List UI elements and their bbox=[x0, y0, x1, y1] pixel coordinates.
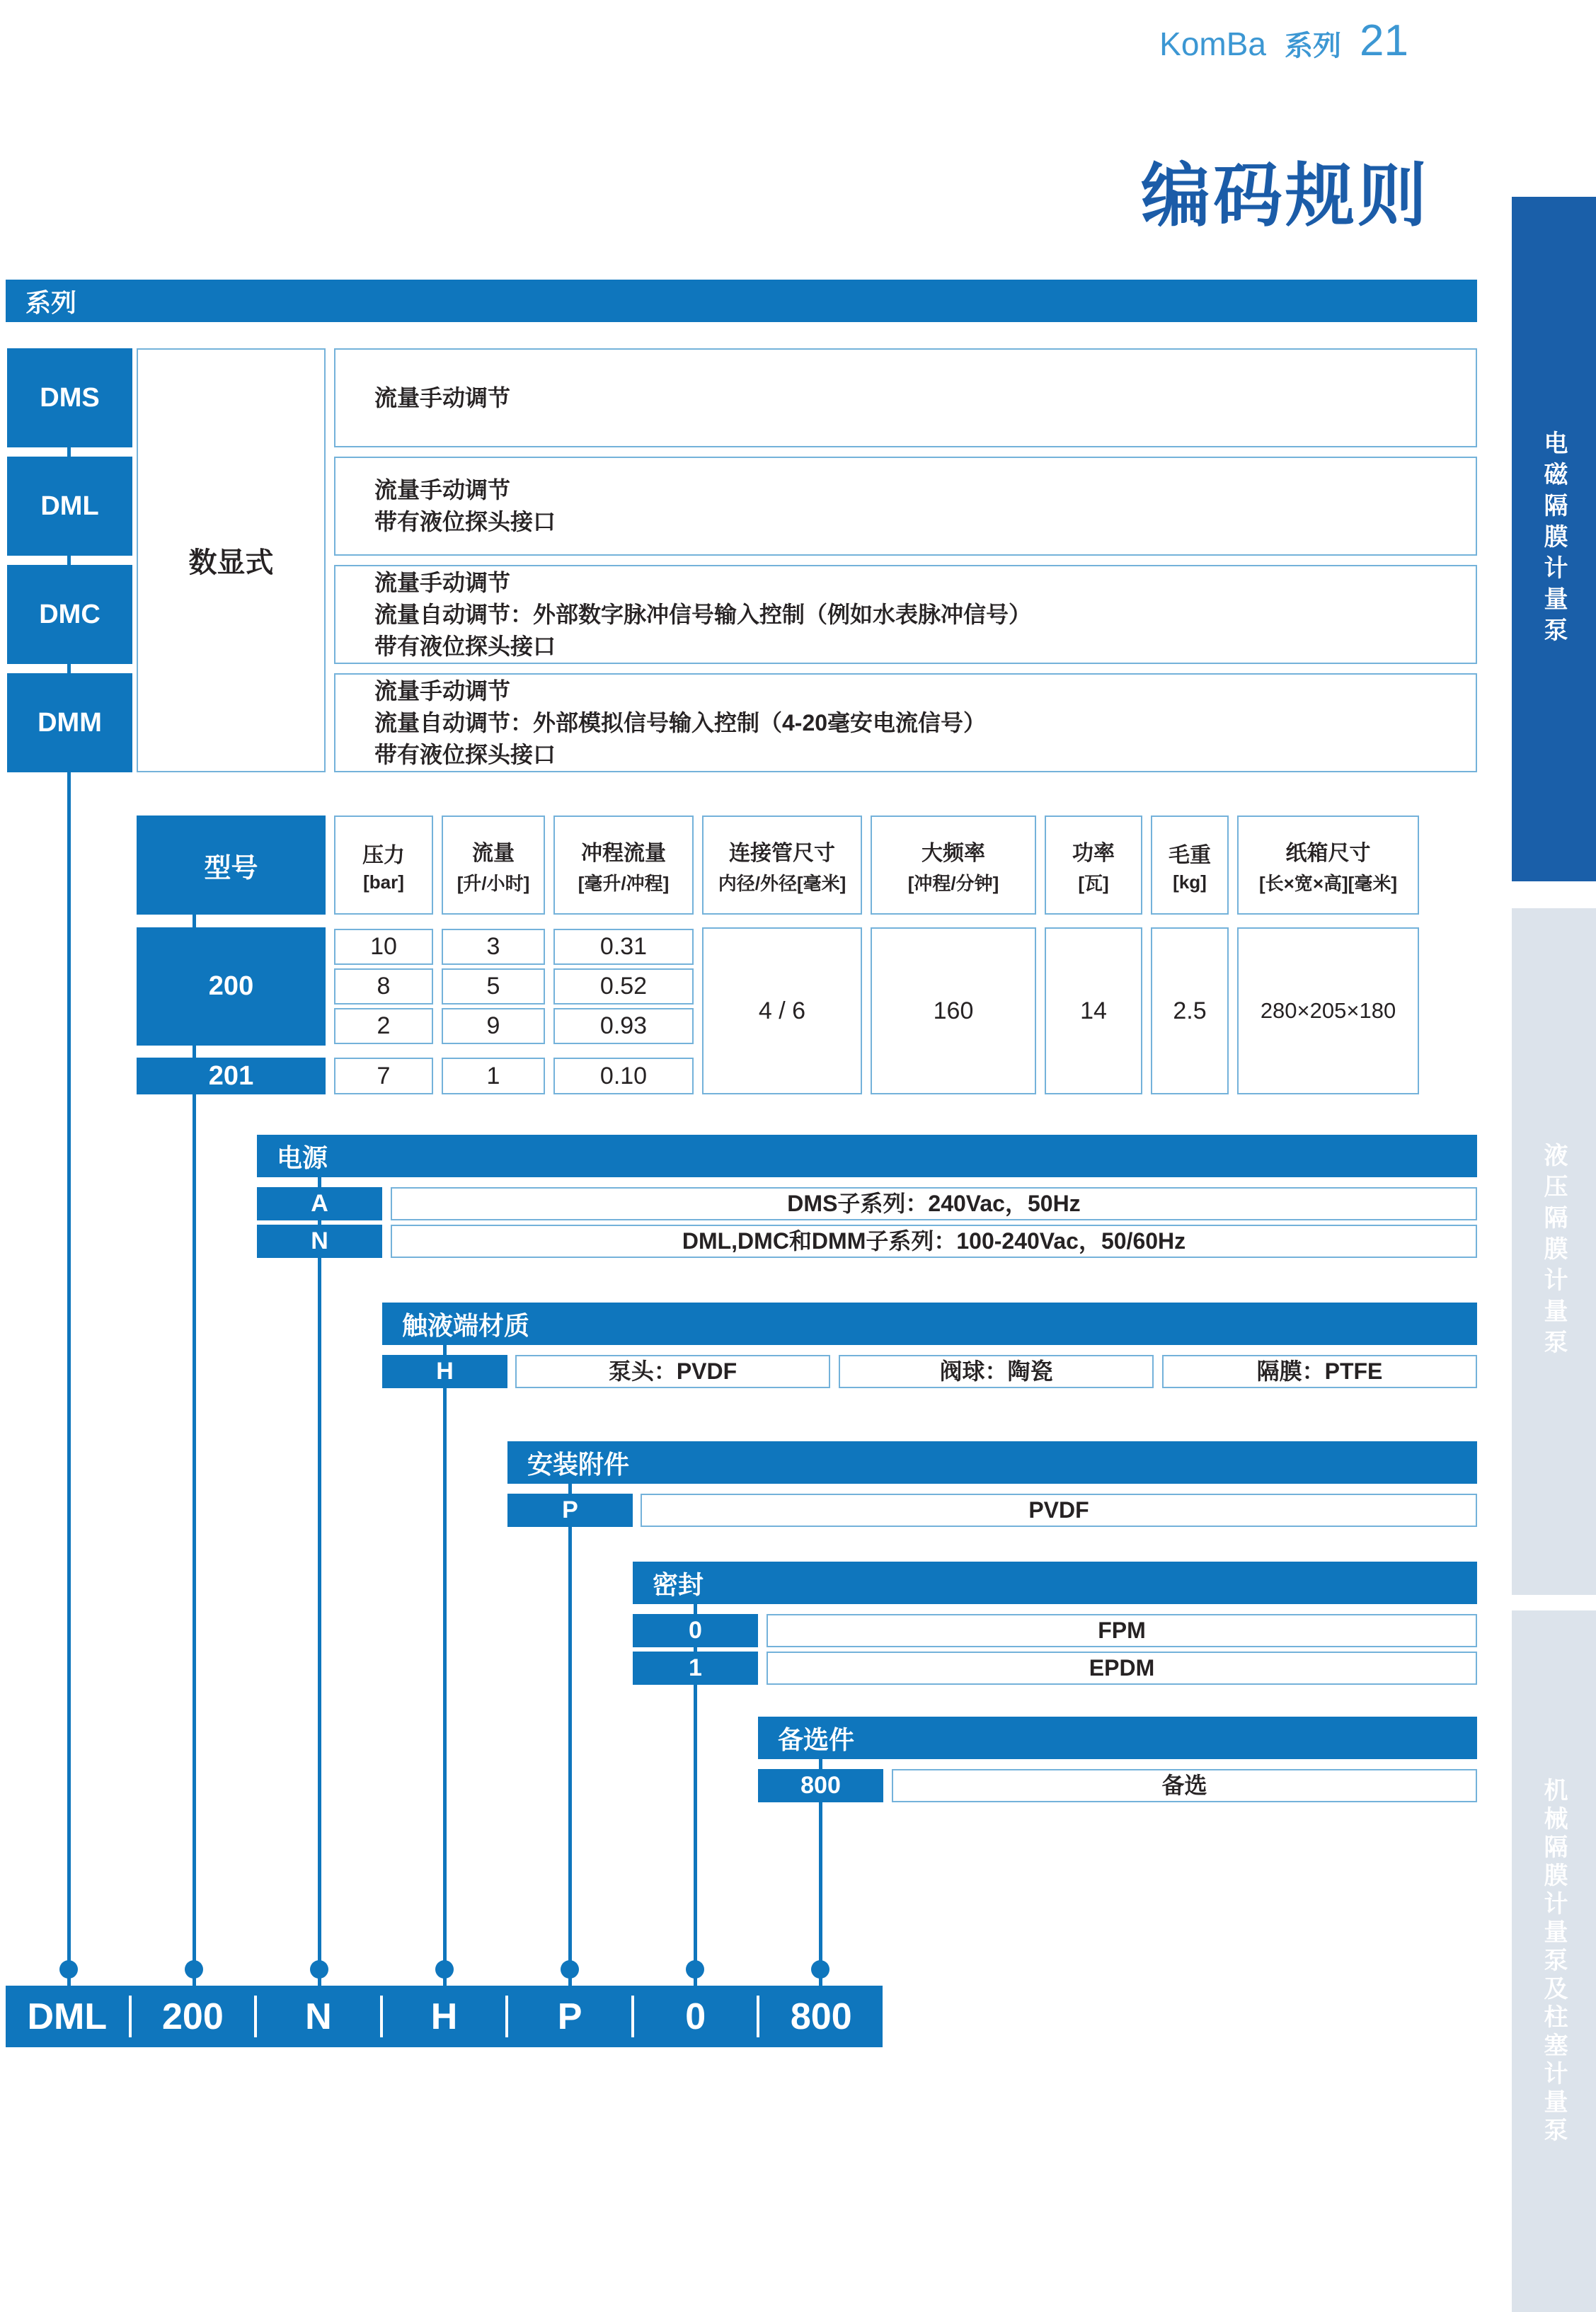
cell-200-r3-flow: 9 bbox=[442, 1008, 545, 1044]
code-segment-material: H bbox=[430, 1996, 458, 2037]
power-code-a: A bbox=[257, 1187, 382, 1220]
series-code-dms: DMS bbox=[7, 348, 132, 447]
code-segment-power: N bbox=[305, 1996, 332, 2037]
connector-line bbox=[193, 915, 196, 927]
cell-200-r3-pressure: 2 bbox=[334, 1008, 433, 1044]
connector-line bbox=[67, 556, 71, 565]
cell-200-r2-pressure: 8 bbox=[334, 968, 433, 1005]
connector-line bbox=[694, 1647, 697, 1652]
cell-power: 14 bbox=[1045, 927, 1142, 1094]
material-section-bar: 触液端材质 bbox=[382, 1303, 1477, 1345]
connector-dot bbox=[435, 1960, 454, 1979]
connector-line bbox=[193, 1094, 196, 1986]
desc-line: 带有液位探头接口 bbox=[374, 633, 556, 659]
header-line: [瓦] bbox=[1078, 872, 1109, 894]
desc-line: 流量手动调节 bbox=[374, 477, 511, 503]
power-desc-n: DML,DMC和DMM子系列：100-240Vac，50/60Hz bbox=[391, 1225, 1477, 1258]
optional-section-bar: 备选件 bbox=[758, 1717, 1477, 1759]
spec-header-pressure bbox=[334, 816, 433, 915]
optional-desc: 备选 bbox=[892, 1769, 1477, 1802]
cell-pipe-size: 4 / 6 bbox=[702, 927, 862, 1094]
header-line: 毛重 bbox=[1169, 843, 1211, 867]
spec-header-stroke-volume bbox=[553, 816, 694, 915]
cell-weight: 2.5 bbox=[1151, 927, 1229, 1094]
series-code-dml: DML bbox=[7, 457, 132, 556]
header-line: [长×宽×高][毫米] bbox=[1258, 872, 1397, 894]
header-line: 功率 bbox=[1072, 841, 1115, 865]
connector-line bbox=[443, 1388, 447, 1986]
spec-header-max-frequency bbox=[871, 816, 1036, 915]
cell-200-r1-flow: 3 bbox=[442, 929, 545, 965]
series-desc-dmc bbox=[334, 565, 1477, 664]
code-segment-model: 200 bbox=[161, 1996, 224, 2037]
mounting-desc: PVDF bbox=[641, 1494, 1477, 1527]
material-code-h: H bbox=[382, 1355, 507, 1388]
connector-line bbox=[694, 1685, 697, 1986]
desc-line: 流量自动调节：外部数字脉冲信号输入控制（例如水表脉冲信号） bbox=[374, 601, 1032, 627]
sidebar-tab-hydraulic-pump: 液压隔膜计量泵 bbox=[1512, 908, 1596, 1595]
series-desc-dml bbox=[334, 457, 1477, 556]
header-line: 连接管尺寸 bbox=[729, 841, 835, 865]
header-line: 流量 bbox=[472, 841, 515, 865]
mounting-code-p: P bbox=[507, 1494, 633, 1527]
header-line: 纸箱尺寸 bbox=[1285, 841, 1371, 865]
power-desc-a: DMS子系列：240Vac，50Hz bbox=[391, 1187, 1477, 1220]
connector-line bbox=[67, 772, 71, 1986]
connector-dot bbox=[811, 1960, 829, 1979]
cell-201-pressure: 7 bbox=[334, 1058, 433, 1094]
cell-200-r2-stroke: 0.52 bbox=[553, 968, 694, 1005]
spec-header-weight bbox=[1151, 816, 1229, 915]
cell-200-r1-pressure: 10 bbox=[334, 929, 433, 965]
page-number: 21 bbox=[1360, 16, 1408, 65]
code-segment-seal: 0 bbox=[685, 1996, 706, 2037]
connector-line bbox=[568, 1527, 572, 1986]
spec-header-carton-size bbox=[1237, 816, 1419, 915]
desc-line: 流量手动调节 bbox=[374, 677, 511, 704]
seal-desc-epdm: EPDM bbox=[767, 1652, 1477, 1685]
desc-line: 带有液位探头接口 bbox=[374, 509, 556, 534]
power-section-bar: 电源 bbox=[257, 1135, 1477, 1177]
seal-desc-fpm: FPM bbox=[767, 1614, 1477, 1647]
series-code-dmm: DMM bbox=[7, 673, 132, 772]
connector-line bbox=[819, 1802, 822, 1986]
brand-series-label: 系列 bbox=[1285, 30, 1342, 62]
model-201-cell: 201 bbox=[137, 1058, 326, 1094]
connector-line bbox=[193, 1046, 196, 1058]
page-header bbox=[1159, 16, 1408, 66]
header-line: [kg] bbox=[1173, 871, 1207, 893]
optional-code-800: 800 bbox=[758, 1769, 883, 1802]
connector-dot bbox=[59, 1960, 78, 1979]
header-line: 内径/外径[毫米] bbox=[718, 872, 846, 894]
connector-dot bbox=[185, 1960, 203, 1979]
connector-line bbox=[67, 447, 71, 457]
seal-code-1: 1 bbox=[633, 1652, 758, 1685]
seal-code-0: 0 bbox=[633, 1614, 758, 1647]
sidebar-tab-solenoid-pump: 电磁隔膜计量泵 bbox=[1512, 197, 1596, 881]
mounting-section-bar: 安装附件 bbox=[507, 1441, 1477, 1484]
desc-line: 流量手动调节 bbox=[374, 384, 511, 411]
cell-200-r2-flow: 5 bbox=[442, 968, 545, 1005]
material-item-pump-head: 泵头：PVDF bbox=[515, 1355, 830, 1388]
desc-line: 带有液位探头接口 bbox=[374, 741, 556, 767]
spec-header-power bbox=[1045, 816, 1142, 915]
display-type-label: 数显式 bbox=[188, 547, 274, 578]
header-line: 冲程流量 bbox=[581, 841, 666, 865]
cell-201-flow: 1 bbox=[442, 1058, 545, 1094]
cell-max-frequency: 160 bbox=[871, 927, 1036, 1094]
sidebar-tab-mechanical-pump: 机械隔膜计量泵及柱塞计量泵 bbox=[1512, 1610, 1596, 2312]
code-segment-optional: 800 bbox=[790, 1996, 852, 2037]
series-desc-dms bbox=[334, 348, 1477, 447]
code-segment-series: DML bbox=[27, 1996, 108, 2037]
header-line: [升/小时] bbox=[457, 872, 530, 894]
material-item-valve-ball: 阀球：陶瓷 bbox=[839, 1355, 1154, 1388]
series-code-dmc: DMC bbox=[7, 565, 132, 664]
connector-line bbox=[318, 1177, 321, 1187]
material-item-diaphragm: 隔膜：PTFE bbox=[1162, 1355, 1477, 1388]
series-section-bar: 系列 bbox=[6, 280, 1477, 322]
cell-200-r1-stroke: 0.31 bbox=[553, 929, 694, 965]
spec-header-flow bbox=[442, 816, 545, 915]
connector-line bbox=[819, 1759, 822, 1769]
page-title: 编码规则 bbox=[1140, 156, 1430, 234]
model-code-bar bbox=[6, 1986, 883, 2047]
connector-line bbox=[694, 1604, 697, 1614]
connector-dot bbox=[561, 1960, 579, 1979]
connector-line bbox=[443, 1345, 447, 1355]
header-line: 大频率 bbox=[922, 841, 985, 865]
connector-line bbox=[67, 664, 71, 673]
desc-line: 流量自动调节：外部模拟信号输入控制（4-20毫安电流信号） bbox=[374, 709, 987, 736]
header-line: [毫升/冲程] bbox=[578, 872, 670, 894]
cell-201-stroke: 0.10 bbox=[553, 1058, 694, 1094]
header-line: 压力 bbox=[362, 843, 405, 867]
model-200-cell: 200 bbox=[137, 927, 326, 1046]
connector-line bbox=[568, 1484, 572, 1494]
cell-200-r3-stroke: 0.93 bbox=[553, 1008, 694, 1044]
spec-header-model: 型号 bbox=[137, 816, 326, 915]
header-line: [bar] bbox=[363, 871, 404, 893]
code-segment-mounting: P bbox=[557, 1996, 582, 2037]
connector-line bbox=[318, 1220, 321, 1225]
cell-carton-size: 280×205×180 bbox=[1237, 927, 1419, 1094]
connector-dot bbox=[686, 1960, 704, 1979]
connector-dot bbox=[310, 1960, 328, 1979]
seal-section-bar: 密封 bbox=[633, 1562, 1477, 1604]
header-line: [冲程/分钟] bbox=[907, 872, 999, 894]
display-type-cell bbox=[137, 348, 326, 772]
desc-line: 流量手动调节 bbox=[374, 569, 511, 595]
brand-name: KomBa bbox=[1159, 25, 1267, 62]
power-code-n: N bbox=[257, 1225, 382, 1258]
series-desc-dmm bbox=[334, 673, 1477, 772]
connector-line bbox=[318, 1258, 321, 1986]
spec-header-pipe-size bbox=[702, 816, 862, 915]
